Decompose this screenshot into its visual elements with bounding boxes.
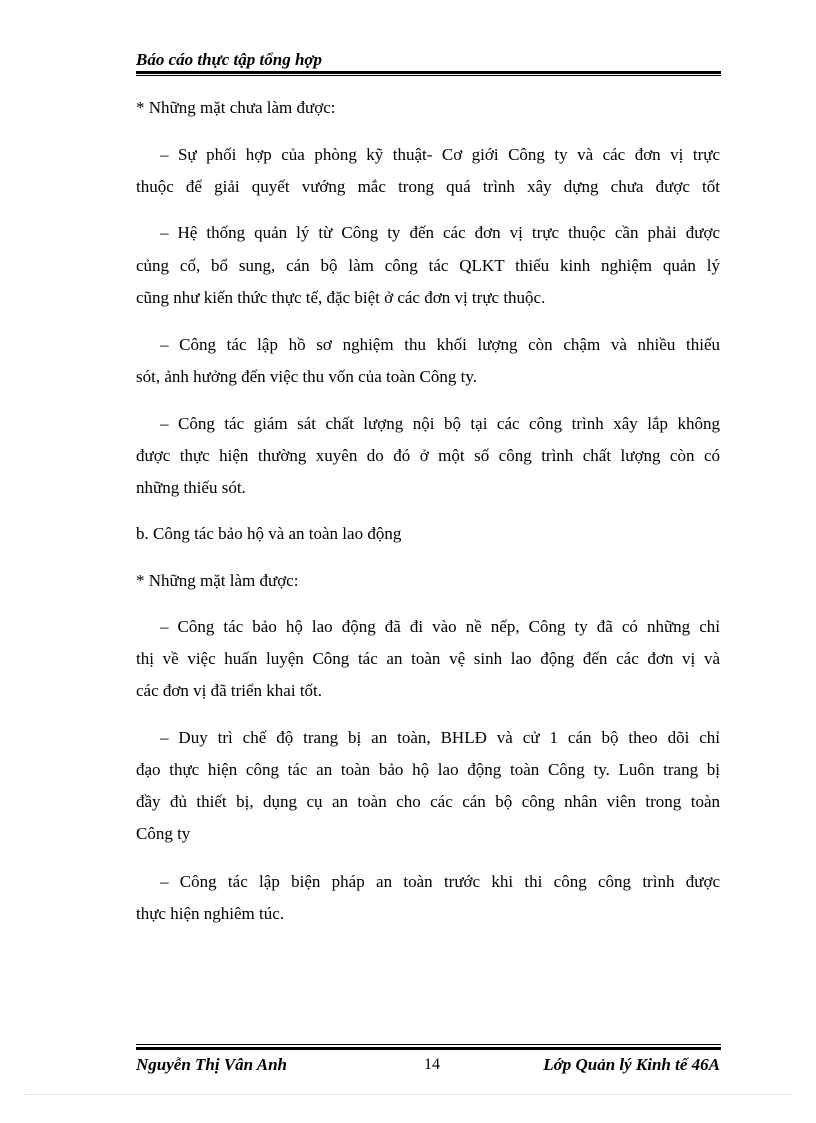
paragraph-line: – Sự phối hợp của phòng kỹ thuật- Cơ giới Công ty và các đơn vị trực bbox=[160, 145, 720, 164]
footer-rule-thick bbox=[136, 1047, 721, 1050]
header-rule-thick bbox=[136, 71, 721, 74]
paragraph-line: thực hiện nghiêm túc. bbox=[136, 904, 285, 923]
paragraph-line: – Công tác bảo hộ lao động đã đi vào nề nếp, Công ty đã có những chỉ bbox=[160, 617, 720, 636]
paragraph-line: đầy đủ thiết bị, dụng cụ an toàn cho các cán bộ công nhân viên trong toàn bbox=[136, 792, 720, 811]
header-rule-thin bbox=[136, 75, 721, 76]
heading-achieved: * Những mặt làm được: bbox=[136, 571, 299, 590]
paragraph-line: các đơn vị đã triển khai tốt. bbox=[136, 681, 323, 700]
paragraph-line: những thiếu sót. bbox=[136, 478, 246, 497]
paragraph-line: thị về việc huấn luyện Công tác an toàn vệ sinh lao động đến các đơn vị và bbox=[136, 649, 720, 668]
section-heading: b. Công tác bảo hộ và an toàn lao động bbox=[136, 524, 402, 543]
paragraph-line: đạo thực hiện công tác an toàn bảo hộ lao động toàn Công ty. Luôn trang bị bbox=[136, 760, 720, 779]
page-bottom-divider bbox=[24, 1094, 794, 1095]
header-title: Báo cáo thực tập tổng hợp bbox=[136, 50, 323, 69]
paragraph-line: – Công tác lập biện pháp an toàn trước khi thi công công trình được bbox=[160, 872, 720, 891]
paragraph-line: – Công tác giám sát chất lượng nội bộ tại các công trình xây lắp không bbox=[160, 414, 720, 433]
paragraph-line: được thực hiện thường xuyên do đó ở một số công trình chất lượng còn có bbox=[136, 446, 720, 465]
paragraph-line: Công ty bbox=[136, 824, 191, 843]
paragraph-line: củng cố, bổ sung, cán bộ làm công tác QLKT thiếu kinh nghiệm quản lý bbox=[136, 256, 720, 275]
footer-rule-thin bbox=[136, 1044, 721, 1045]
heading-unfinished: * Những mặt chưa làm được: bbox=[136, 98, 336, 117]
page-number: 14 bbox=[424, 1056, 440, 1073]
paragraph-line: – Công tác lập hồ sơ nghiệm thu khối lượng còn chậm và nhiều thiếu bbox=[160, 335, 720, 354]
paragraph-line: sót, ảnh hưởng đến việc thu vốn của toàn Công ty. bbox=[136, 367, 477, 386]
paragraph-line: – Duy trì chế độ trang bị an toàn, BHLĐ và cử 1 cán bộ theo dõi chỉ bbox=[160, 728, 720, 747]
paragraph-line: – Hệ thống quản lý từ Công ty đến các đơn vị trực thuộc cần phải được bbox=[160, 223, 720, 242]
paragraph-line: cũng như kiến thức thực tế, đặc biệt ở các đơn vị trực thuộc. bbox=[136, 288, 546, 307]
footer-class-name: Lớp Quản lý Kinh tế 46A bbox=[543, 1055, 720, 1074]
paragraph-line: thuộc để giải quyết vướng mắc trong quá trình xây dựng chưa được tốt bbox=[136, 177, 720, 196]
footer-author: Nguyễn Thị Vân Anh bbox=[136, 1055, 287, 1074]
